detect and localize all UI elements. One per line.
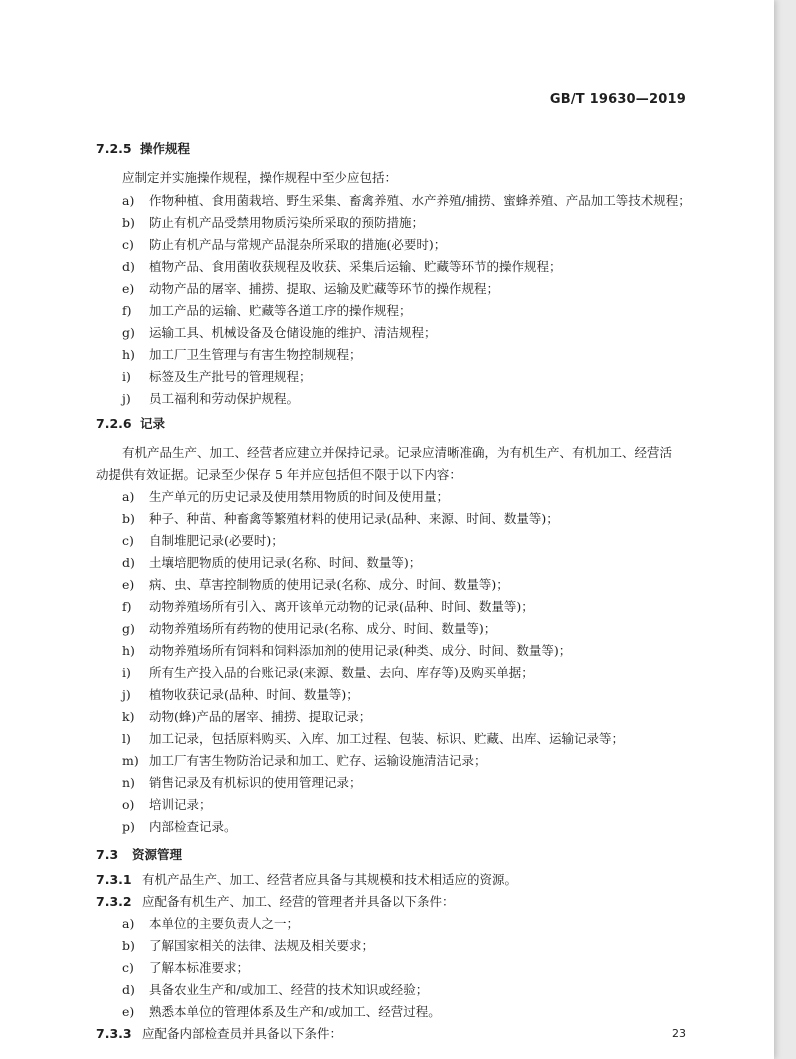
list-item: h) 加工厂卫生管理与有害生物控制规程； xyxy=(122,347,362,362)
list-item: a) 本单位的主要负责人之一； xyxy=(122,916,300,931)
page-number: 23 xyxy=(672,1027,686,1040)
section-heading-7-2-6 xyxy=(96,414,165,432)
list-item: a) 生产单元的历史记录及使用禁用物质的时间及使用量； xyxy=(122,489,450,504)
clause-7-3-2: 7.3.2 应配备有机生产、加工、经营的管理者并具备以下条件： xyxy=(96,894,455,909)
list-item: a) 作物种植、食用菌栽培、野生采集、畜禽养殖、水产养殖/捕捞、蜜蜂养殖、产品加工等技术规程； xyxy=(122,193,691,208)
list-item: c) 自制堆肥记录(必要时)； xyxy=(122,533,284,548)
list-item: m) 加工厂有害生物防治记录和加工、贮存、运输设施清洁记录； xyxy=(122,753,487,768)
list-item: f) 加工产品的运输、贮藏等各道工序的操作规程； xyxy=(122,303,412,318)
list-item: f) 动物养殖场所有引入、离开该单元动物的记录(品种、时间、数量等)； xyxy=(122,599,534,614)
section-title: 记录 xyxy=(140,416,166,431)
standard-code: GB/T 19630—2019 xyxy=(549,92,686,107)
list-item: k) 动物(蜂)产品的屠宰、捕捞、提取记录； xyxy=(122,709,372,724)
section-title: 操作规程 xyxy=(140,141,191,156)
clause-7-3-3: 7.3.3 应配备内部检查员并具备以下条件： xyxy=(96,1026,343,1041)
list-item: n) 销售记录及有机标识的使用管理记录； xyxy=(122,775,362,790)
section-number: 7.3 xyxy=(96,847,119,862)
list-item: g) 运输工具、机械设备及仓储设施的维护、清洁规程； xyxy=(122,325,437,340)
list-item: p) 内部检查记录。 xyxy=(122,819,237,834)
section-heading-7-3 xyxy=(96,845,182,863)
list-item: j) 员工福利和劳动保护规程。 xyxy=(122,391,300,406)
section-intro-line: 有机产品生产、加工、经营者应建立并保持记录。记录应清晰准确，为有机生产、有机加工、经营活 xyxy=(122,445,673,460)
list-item: b) 种子、种苗、种畜禽等繁殖材料的使用记录(品种、来源、时间、数量等)； xyxy=(122,511,559,526)
section-intro-line: 动提供有效证据。记录至少保存 5 年并应包括但不限于以下内容： xyxy=(96,467,462,482)
list-item: b) 了解国家相关的法律、法规及相关要求； xyxy=(122,938,375,953)
list-item: d) 植物产品、食用菌收获规程及收获、采集后运输、贮藏等环节的操作规程； xyxy=(122,259,562,274)
list-item: j) 植物收获记录(品种、时间、数量等)； xyxy=(122,687,359,702)
list-item: o) 培训记录； xyxy=(122,797,212,812)
list-item: g) 动物养殖场所有药物的使用记录(名称、成分、时间、数量等)； xyxy=(122,621,497,636)
list-item: i) 所有生产投入品的台账记录(来源、数量、去向、库存等)及购买单据； xyxy=(122,665,534,680)
section-number: 7.2.6 xyxy=(96,416,132,431)
section-heading-7-2-5 xyxy=(96,139,190,157)
list-item: c) 了解本标准要求； xyxy=(122,960,250,975)
list-item: l) 加工记录，包括原料购买、入库、加工过程、包装、标识、贮藏、出库、运输记录等； xyxy=(122,731,625,746)
list-item: d) 土壤培肥物质的使用记录(名称、时间、数量等)； xyxy=(122,555,422,570)
section-intro: 应制定并实施操作规程，操作规程中至少应包括： xyxy=(122,170,398,185)
list-item: e) 病、虫、草害控制物质的使用记录(名称、成分、时间、数量等)； xyxy=(122,577,509,592)
list-item: b) 防止有机产品受禁用物质污染所采取的预防措施； xyxy=(122,215,425,230)
section-title: 资源管理 xyxy=(132,847,183,862)
list-item: i) 标签及生产批号的管理规程； xyxy=(122,369,312,384)
list-item: d) 具备农业生产和/或加工、经营的技术知识或经验； xyxy=(122,982,429,997)
list-item: e) 熟悉本单位的管理体系及生产和/或加工、经营过程。 xyxy=(122,1004,441,1019)
clause-7-3-1: 7.3.1 有机产品生产、加工、经营者应具备与其规模和技术相适应的资源。 xyxy=(96,872,518,887)
list-item: e) 动物产品的屠宰、捕捞、提取、运输及贮藏等环节的操作规程； xyxy=(122,281,500,296)
list-item: c) 防止有机产品与常规产品混杂所采取的措施(必要时)； xyxy=(122,237,447,252)
list-item: h) 动物养殖场所有饲料和饲料添加剂的使用记录(种类、成分、时间、数量等)； xyxy=(122,643,572,658)
section-number: 7.2.5 xyxy=(96,141,132,156)
